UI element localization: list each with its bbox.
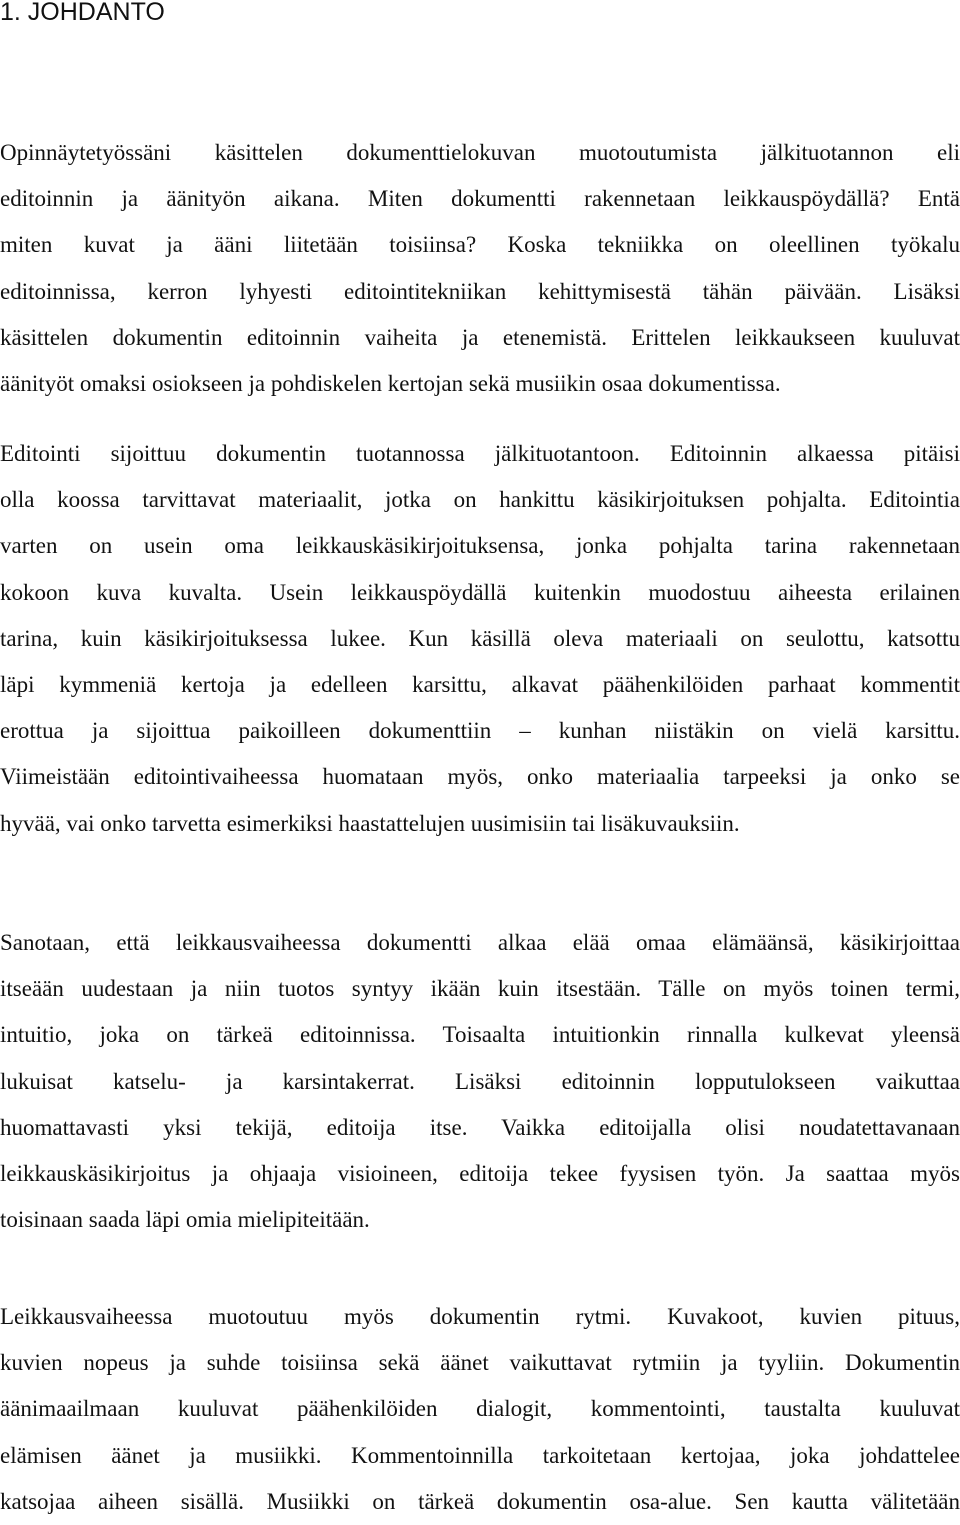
paragraph-line: käsittelen dokumentin editoinnin vaiheita ja etenemistä. Erittelen leikkaukseen kuuluvat [0,324,960,350]
paragraph-line: tarina, kuin käsikirjoituksessa lukee. Kun käsillä oleva materiaali on seulottu, katsottu [0,625,960,651]
paragraph-line: kuvien nopeus ja suhde toisiinsa sekä äänet vaikuttavat rytmiin ja tyyliin. Dokumentin [0,1350,960,1376]
paragraph-line: kokoon kuva kuvalta. Usein leikkauspöydällä kuitenkin muodostuu aiheesta erilainen [0,579,960,605]
paragraph-line: intuitio, joka on tärkeä editoinnissa. Toisaalta intuitionkin rinnalla kulkevat yleensä [0,1022,960,1048]
paragraph-line: läpi kymmeniä kertoja ja edelleen karsittu, alkavat päähenkilöiden parhaat kommentit [0,671,960,697]
paragraph-line: elämisen äänet ja musiikki. Kommentoinnilla tarkoitetaan kertojaa, joka johdattelee [0,1442,960,1468]
paragraph-3 [0,920,960,1243]
paragraph-line: erottua ja sijoittua paikoilleen dokumenttiin – kunhan niistäkin on vielä karsittu. [0,718,960,744]
paragraph-line: äänityöt omaksi osiokseen ja pohdiskelen kertojan sekä musiikin osaa dokumentissa. [0,370,781,396]
paragraph-line: äänimaailmaan kuuluvat päähenkilöiden dialogit, kommentointi, taustalta kuuluvat [0,1396,960,1422]
paragraph-line: Viimeistään editointivaiheessa huomataan myös, onko materiaalia tarpeeksi ja onko se [0,764,960,790]
paragraph-2 [0,431,960,847]
paragraph-line: leikkauskäsikirjoitus ja ohjaaja visioineen, editoija tekee fyysisen työn. Ja saattaa myös [0,1160,960,1186]
paragraph-line: Opinnäytetyössäni käsittelen dokumenttielokuvan muotoutumista jälkituotannon eli [0,140,960,165]
paragraph-line: varten on usein oma leikkauskäsikirjoituksensa, jonka pohjalta tarina rakennetaan [0,533,960,559]
paragraph-line: huomattavasti yksi tekijä, editoija itse. Vaikka editoijalla olisi noudatettavanaan [0,1114,960,1140]
paragraph-line: katsojaa aiheen sisällä. Musiikki on tärkeä dokumentin osa-alue. Sen kautta välitetään [0,1488,960,1514]
paragraph-line: lukuisat katselu- ja karsintakerrat. Lisäksi editoinnin lopputulokseen vaikuttaa [0,1068,960,1094]
paragraph-line: miten kuvat ja ääni liitetään toisiinsa? Koska tekniikka on oleellinen työkalu [0,232,960,258]
paragraph-line: editoinnin ja äänityön aikana. Miten dokumentti rakennetaan leikkauspöydällä? Entä [0,186,960,212]
paragraph-line: olla koossa tarvittavat materiaalit, jotka on hankittu käsikirjoituksen pohjalta. Editointia [0,487,960,513]
paragraph-line: Sanotaan, että leikkausvaiheessa dokumentti alkaa elää omaa elämäänsä, käsikirjoittaa [0,930,960,955]
paragraph-1 [0,130,960,407]
chapter-heading: 1. JOHDANTO [0,0,165,26]
paragraph-line: Editointi sijoittuu dokumentin tuotannossa jälkituotantoon. Editoinnin alkaessa pitäisi [0,441,960,466]
paragraph-line: toisinaan saada läpi omia mielipiteitään. [0,1207,370,1233]
paragraph-4 [0,1294,960,1525]
paragraph-line: hyvää, vai onko tarvetta esimerkiksi haastattelujen uusimisiin tai lisäkuvauksiin. [0,810,740,836]
paragraph-line: itseään uudestaan ja niin tuotos syntyy ikään kuin itsestään. Tälle on myös toinen termi, [0,976,960,1002]
paragraph-line: Leikkausvaiheessa muotoutuu myös dokumentin rytmi. Kuvakoot, kuvien pituus, [0,1304,960,1329]
paragraph-line: editoinnissa, kerron lyhyesti editointitekniikan kehittymisestä tähän päivään. Lisäksi [0,278,960,304]
